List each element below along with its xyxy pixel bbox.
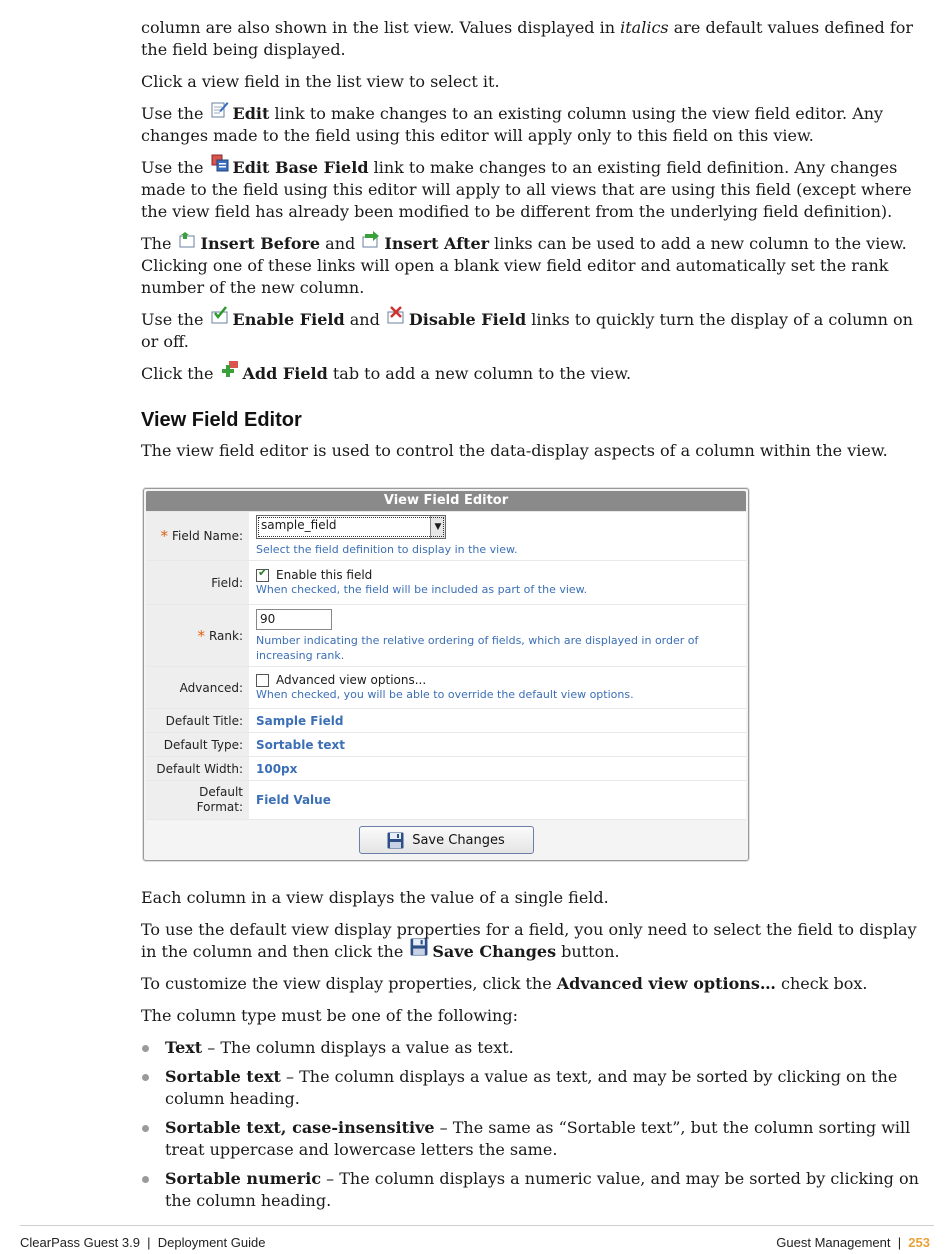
- paragraph: Click a view field in the list view to select it.: [141, 72, 500, 91]
- field-row: Field: ✔ Enable this field When checked, the field will be included as part of the view.: [146, 560, 746, 604]
- insert-after-icon: [362, 234, 380, 252]
- list-item: Sortable text – The column displays a value as text, and may be sorted by clicking on the column heading.: [141, 1066, 931, 1110]
- footer-right: Guest Management |: [776, 1235, 909, 1250]
- section-heading: View Field Editor: [141, 409, 302, 431]
- edit-base-field-icon: [211, 158, 229, 176]
- paragraph: Each column in a view displays the value of a single field.: [141, 888, 609, 907]
- paragraph: Use the Enable Field and Disable Field links to quickly turn the display of a column on or off.: [141, 309, 931, 353]
- enable-hint: When checked, the field will be included as part of the view.: [256, 583, 588, 596]
- default-width-value: 100px: [256, 761, 298, 776]
- list-item: Text – The column displays a value as text.: [141, 1037, 931, 1059]
- paragraph: column are also shown in the list view. Values displayed in italics are default values defined for the field being displayed.: [141, 18, 914, 59]
- checkbox[interactable]: [256, 674, 269, 687]
- advanced-hint: When checked, you will be able to override the default view options.: [256, 688, 634, 701]
- button-row: [146, 819, 746, 858]
- paragraph: To customize the view display properties, click the Advanced view options… check box.: [141, 974, 868, 993]
- paragraph: To use the default view display properties for a field, you only need to select the field to display in the column and then click the Save Changes button.: [141, 920, 917, 961]
- rank-row: * Rank: 90 Number indicating the relative ordering of fields, which are displayed in order of increasing rank.: [146, 604, 746, 666]
- disable-field-icon: [387, 310, 405, 328]
- paragraph: The column type must be one of the following:: [141, 1006, 518, 1025]
- add-field-icon: [221, 364, 239, 382]
- footer-divider: [20, 1225, 934, 1226]
- view-field-editor-screenshot: [143, 488, 749, 861]
- chevron-down-icon[interactable]: ▼: [430, 516, 445, 538]
- column-type-list: [141, 1037, 931, 1212]
- insert-before-icon: [179, 234, 197, 252]
- list-item: Sortable text, case-insensitive – The same as “Sortable text”, but the column sorting will treat uppercase and lowercase letters the same.: [141, 1117, 931, 1161]
- checkbox[interactable]: [256, 565, 269, 582]
- default-type-row: Default Type: Sortable text: [146, 732, 746, 756]
- default-title-value: Sample Field: [256, 713, 344, 728]
- rank-input[interactable]: 90: [256, 609, 332, 630]
- floppy-disk-icon: [387, 832, 404, 849]
- advanced-options-checkbox[interactable]: Advanced view options...: [256, 673, 739, 687]
- paragraph: Use the Edit link to make changes to an existing column using the view field editor. Any changes made to the field using this editor will apply only to this field on this view.: [141, 104, 884, 145]
- default-width-row: Default Width: 100px: [146, 756, 746, 780]
- required-star: *: [160, 527, 169, 545]
- paragraph: Click the Add Field tab to add a new column to the view.: [141, 363, 931, 385]
- paragraph: Use the Edit Base Field link to make changes to an existing field definition. Any changes made to the field using this editor will apply to all views that are using this field (except where the view field has already been modified to be different from the underlying field definition).: [141, 157, 931, 223]
- enable-field-icon: [211, 310, 229, 328]
- default-format-value: Field Value: [256, 793, 331, 807]
- enable-field-checkbox[interactable]: ✔ Enable this field: [258, 565, 373, 582]
- check-icon: ✔: [258, 565, 268, 579]
- field-name-select[interactable]: sample_field ▼: [256, 515, 446, 539]
- rank-hint: Number indicating the relative ordering of fields, which are displayed in order of increasing rank.: [256, 633, 699, 662]
- document-body: [141, 17, 931, 1219]
- list-item: Sortable numeric – The column displays a numeric value, and may be sorted by clicking on the column heading.: [141, 1168, 931, 1212]
- paragraph: The Insert Before and Insert After links can be used to add a new column to the view. Clicking one of these links will open a blank view field editor and automatically set the rank number of the new column.: [141, 233, 931, 299]
- floppy-disk-icon: [410, 942, 428, 960]
- default-type-value: Sortable text: [256, 737, 346, 752]
- footer-left: ClearPass Guest 3.9 | Deployment Guide: [20, 1235, 266, 1250]
- default-title-row: Default Title: Sample Field: [146, 708, 746, 732]
- page-footer: [20, 1235, 930, 1250]
- save-changes-button[interactable]: Save Changes: [359, 826, 534, 854]
- paragraph: The view field editor is used to control the data-display aspects of a column within the view.: [141, 441, 888, 460]
- editor-title: View Field Editor: [146, 491, 746, 511]
- required-star: *: [197, 626, 205, 645]
- default-format-row: Default Format: Field Value: [146, 780, 746, 819]
- page-number: 253: [908, 1235, 930, 1250]
- advanced-row: Advanced: Advanced view options... When checked, you will be able to override the default view options.: [146, 666, 746, 708]
- field-name-row: * Field Name: sample_field ▼ Select the field definition to display in the view.: [146, 511, 746, 560]
- field-name-hint: Select the field definition to display in the view.: [256, 543, 518, 556]
- edit-icon: [211, 104, 229, 122]
